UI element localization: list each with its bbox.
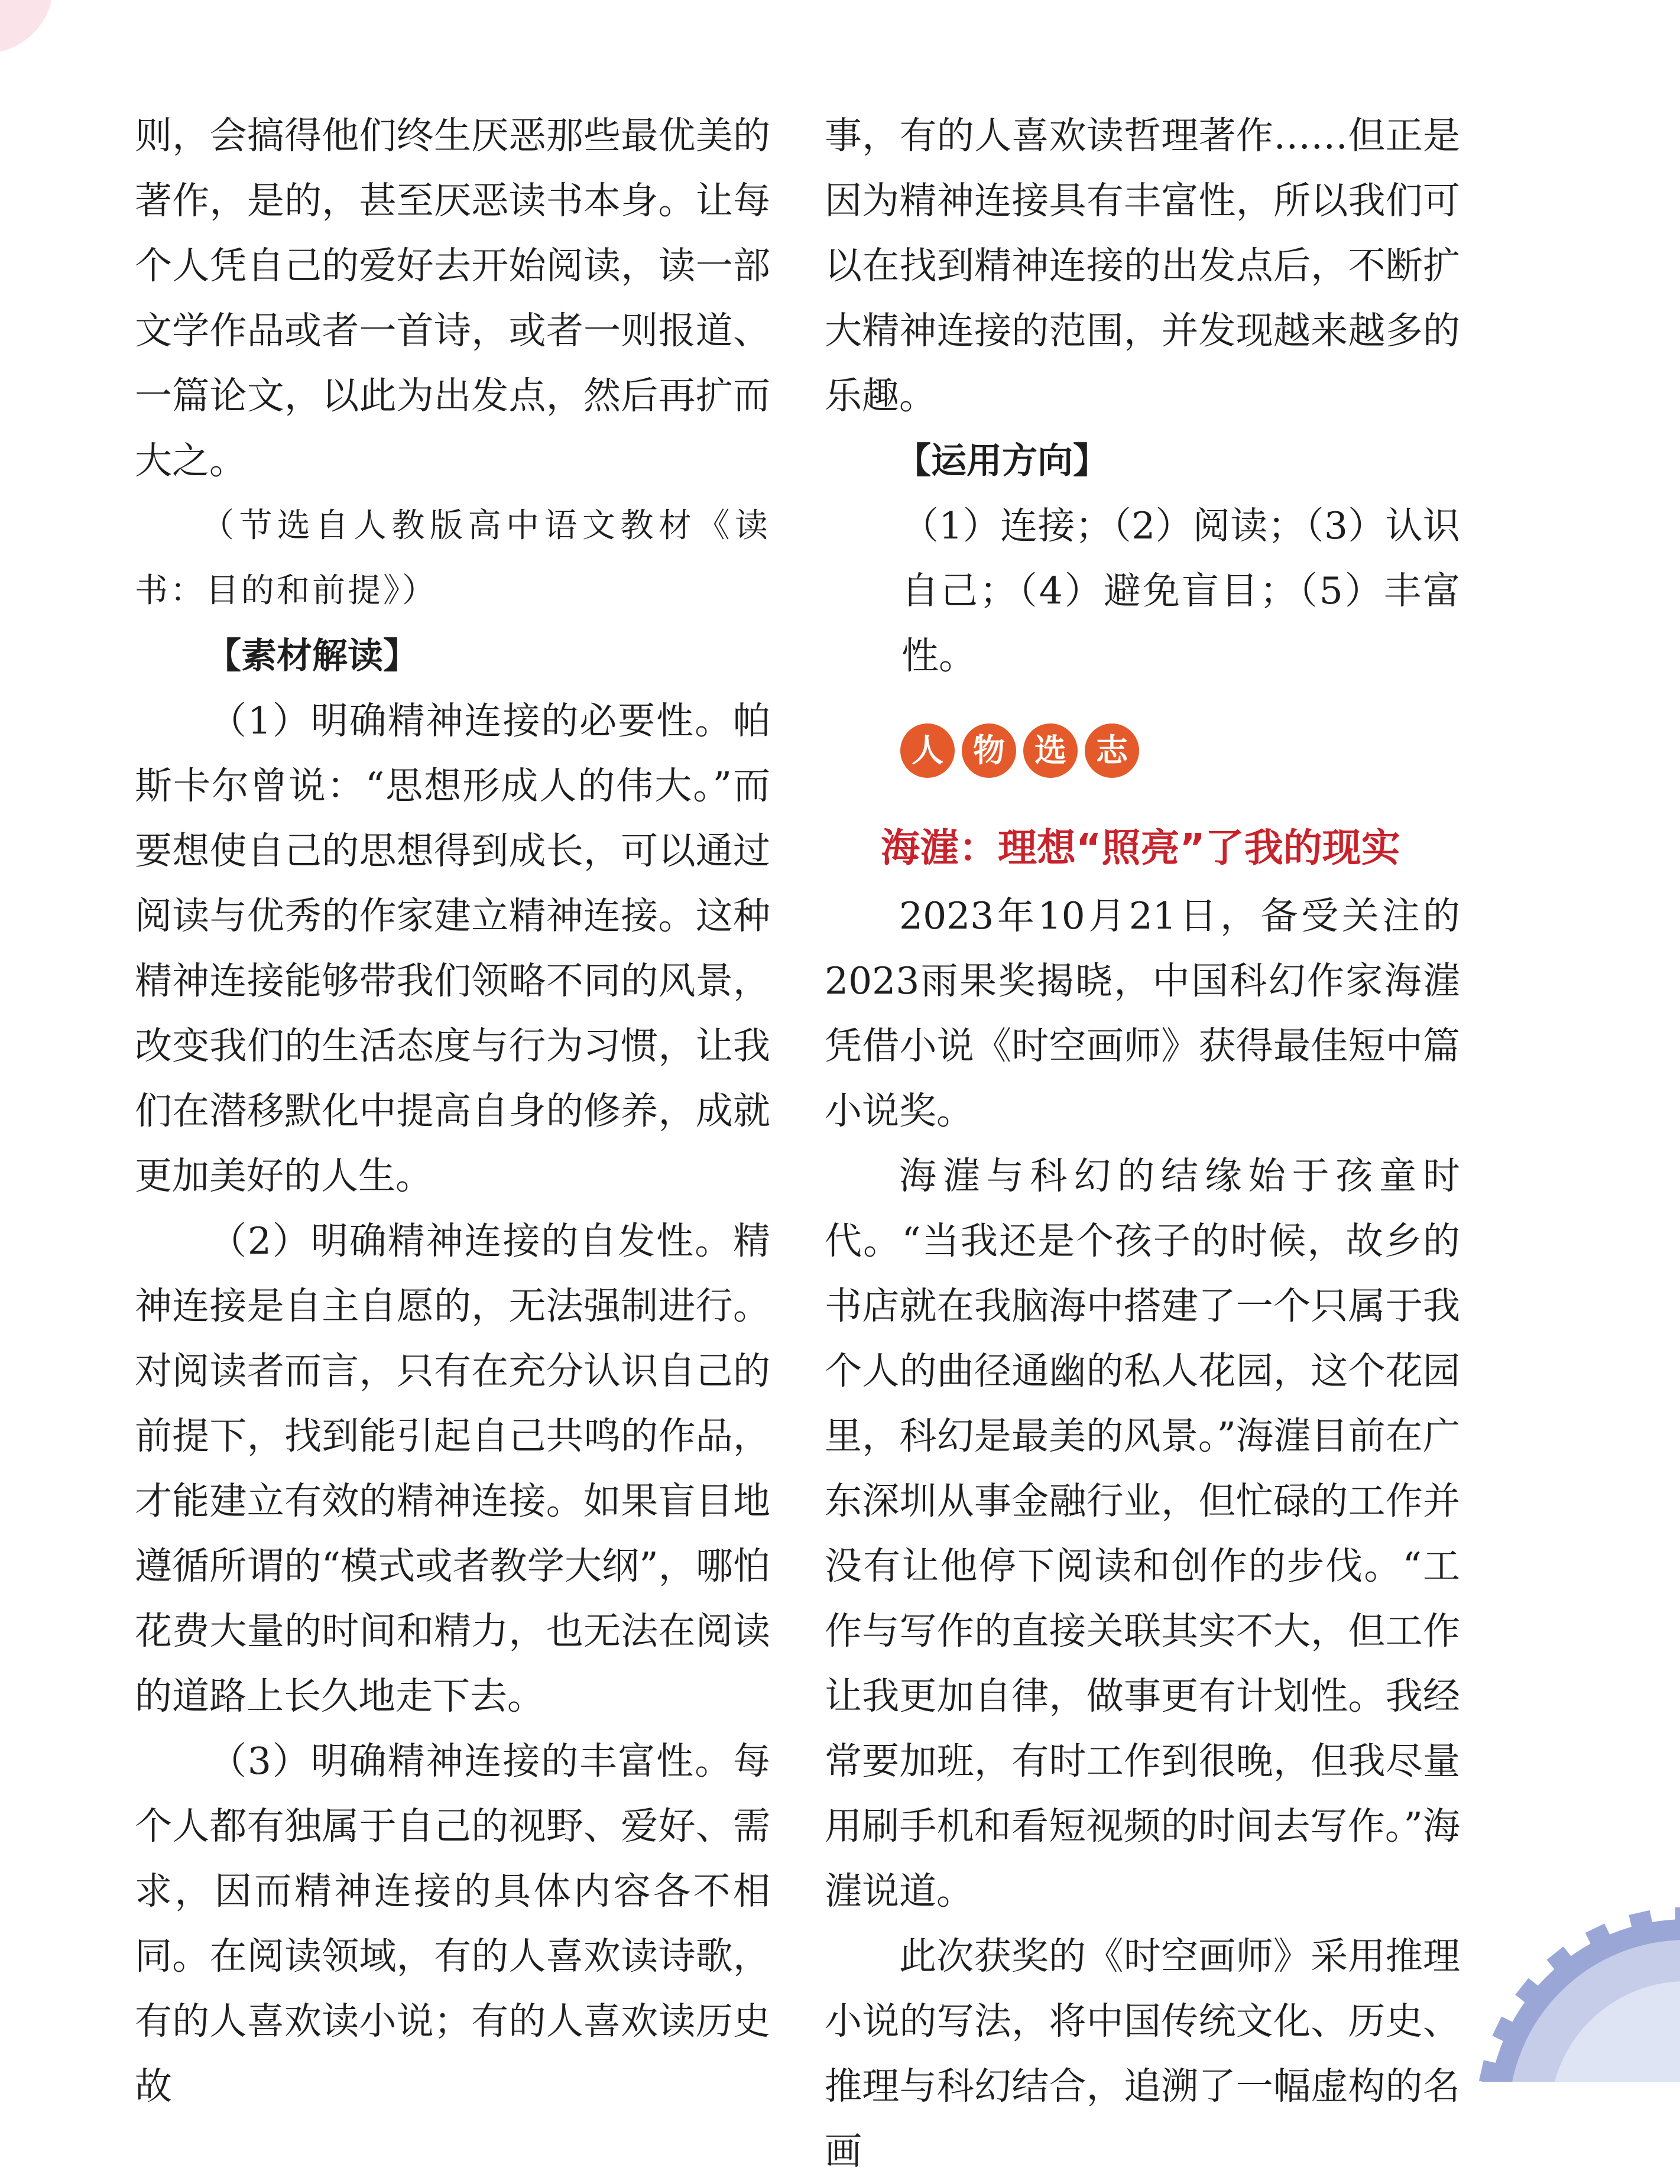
badge-char: 选 <box>1023 723 1078 778</box>
left-column <box>135 103 770 2119</box>
article-title: 海漄：理想“照亮”了我的现实 <box>881 825 1400 871</box>
article-paragraph-1: 2023年10月21日，备受关注的2023雨果奖揭晓，中国科幻作家海漄凭借小说《时空画师》获得最佳短中篇小说奖。 <box>825 894 1460 1132</box>
badge-char: 志 <box>1085 723 1139 778</box>
continued-paragraph: 事，有的人喜欢读哲理著作……但正是因为精神连接具有丰富性，所以我们可以在找到精神连接的出发点后，不断扩大精神连接的范围，并发现越来越多的乐趣。 <box>825 114 1460 417</box>
interpret-paragraph-2: （2）明确精神连接的自发性。精神连接是自主自愿的，无法强制进行。对阅读者而言，只有在充分认识自己的前提下，找到能引起自己共鸣的作品，才能建立有效的精神连接。如果盲目地遵循所谓的“模式或者教学大纲”，哪怕花费大量的时间和精力，也无法在阅读的道路上长久地走下去。 <box>135 1219 770 1718</box>
section-badge <box>825 689 1460 813</box>
apply-heading: 【运用方向】 <box>896 440 1108 482</box>
right-column <box>825 103 1460 2184</box>
article-paragraph-3: 此次获奖的《时空画师》采用推理小说的写法，将中国传统文化、历史、推理与科幻结合，追溯了一幅虚构的名画 <box>825 1935 1460 2173</box>
gear-icon <box>1390 1869 1680 2082</box>
badge-char: 物 <box>962 723 1016 778</box>
intro-paragraph: 则，会搞得他们终生厌恶那些最优美的著作，是的，甚至厌恶读书本身。让每个人凭自己的爱好去开始阅读，读一部文学作品或者一首诗，或者一则报道、一篇论文，以此为出发点，然后再扩而大之。 <box>135 114 770 482</box>
apply-items: （1）连接；（2）阅读；（3）认识自己；（4）避免盲目；（5）丰富性。 <box>901 504 1460 677</box>
article-paragraph-2: 海漄与科幻的结缘始于孩童时代。“当我还是个孩子的时候，故乡的书店就在我脑海中搭建了一个只属于我个人的曲径通幽的私人花园，这个花园里，科幻是最美的风景。”海漄目前在广东深圳从事金融行业，但忙碌的工作并没有让他停下阅读和创作的步伐。“工作与写作的直接关联其实不大，但工作让我更加自律，做事更有计划性。我经常要加班，有时工作到很晚，但我尽量用刷手机和看短视频的时间去写作。”海漄说道。 <box>825 1154 1460 1913</box>
source-citation: （节选自人教版高中语文教材《读书：目的和前提》） <box>135 507 770 610</box>
corner-decoration <box>0 0 53 53</box>
badge-char: 人 <box>900 723 955 778</box>
interpret-paragraph-3: （3）明确精神连接的丰富性。每个人都有独属于自己的视野、爱好、需求，因而精神连接的具体内容各不相同。在阅读领域，有的人喜欢读诗歌，有的人喜欢读小说；有的人喜欢读历史故 <box>135 1740 770 2108</box>
interpret-heading: 【素材解读】 <box>206 635 419 677</box>
interpret-paragraph-1: （1）明确精神连接的必要性。帕斯卡尔曾说：“思想形成人的伟大。”而要想使自己的思想得到成长，可以通过阅读与优秀的作家建立精神连接。这种精神连接能够带我们领略不同的风景，改变我们的生活态度与行为习惯，让我们在潜移默化中提高自身的修养，成就更加美好的人生。 <box>135 699 770 1198</box>
